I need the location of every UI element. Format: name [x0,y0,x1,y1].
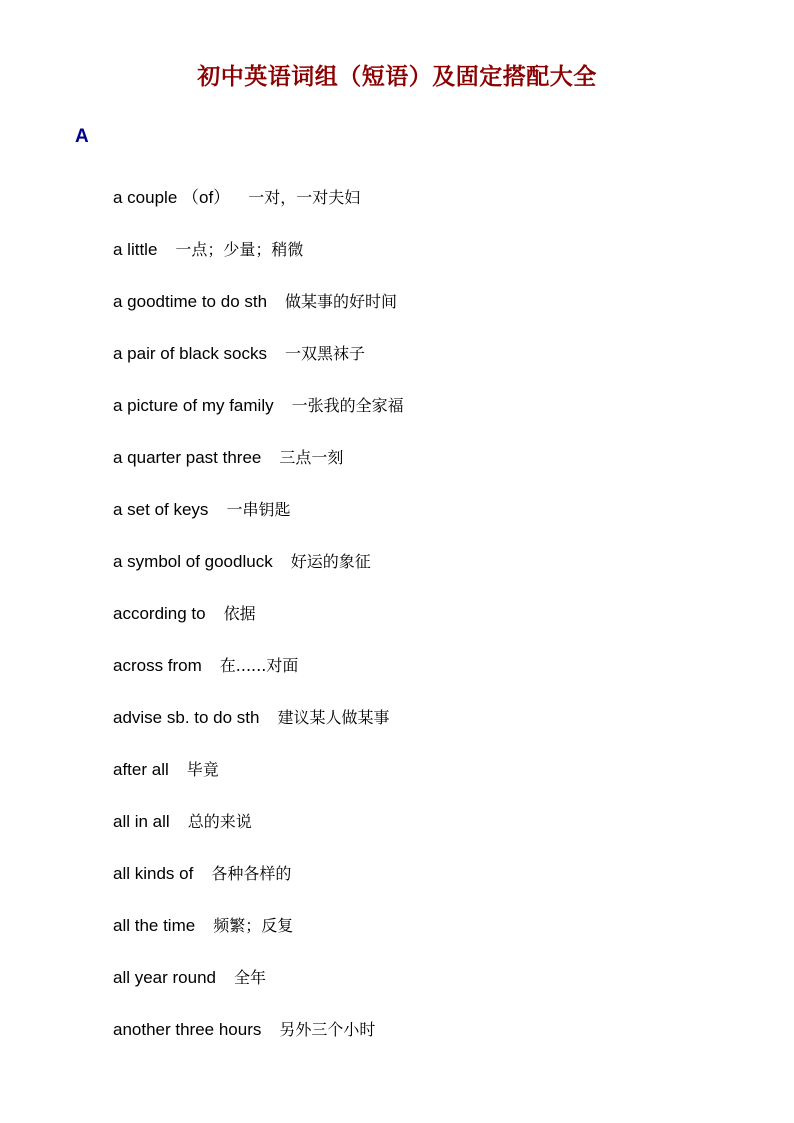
phrase-chinese: 一串钥匙 [226,500,291,519]
phrase-chinese: 好运的象征 [290,552,371,571]
phrase-chinese: 依据 [223,604,256,623]
phrase-entry [113,185,404,237]
phrase-chinese: 一对，一对夫妇 [248,188,361,207]
phrase-chinese: 做某事的好时间 [285,292,398,311]
phrase-entry [113,757,404,809]
phrase-chinese: 另外三个小时 [279,1020,376,1039]
phrase-english: a couple （of） [113,188,231,207]
phrase-english: advise sb. to do sth [113,708,260,727]
phrase-entry [113,549,404,601]
section-heading-a: A [75,126,89,147]
phrase-english: a goodtime to do sth [113,292,268,311]
phrase-chinese: 频繁；反复 [213,916,294,935]
phrase-entry [113,913,404,965]
phrase-entry [113,497,404,549]
phrase-chinese: 建议某人做某事 [277,708,390,727]
phrase-english: according to [113,604,206,623]
phrase-entry [113,705,404,757]
phrase-chinese: 一双黑袜子 [285,344,366,363]
phrase-entry [113,1017,404,1069]
phrase-english: a pair of black socks [113,344,268,363]
phrase-english: all kinds of [113,864,194,883]
phrase-entry [113,393,404,445]
phrase-entry [113,601,404,653]
phrase-entry [113,653,404,705]
phrase-english: after all [113,760,169,779]
phrase-chinese: 一张我的全家福 [291,396,404,415]
phrase-english: a quarter past three [113,448,262,467]
document-title: 初中英语词组（短语）及固定搭配大全 [197,63,597,90]
phrase-chinese: 在......对面 [219,656,299,675]
phrase-chinese: 毕竟 [186,760,219,779]
phrase-english: all year round [113,968,217,987]
phrase-chinese: 三点一刻 [279,448,344,467]
phrase-entry [113,861,404,913]
phrase-entry [113,809,404,861]
phrase-english: a picture of my family [113,396,274,415]
phrase-list [113,185,404,1069]
phrase-chinese: 全年 [234,968,267,987]
phrase-chinese: 一点；少量；稍微 [175,240,304,259]
phrase-english: a symbol of goodluck [113,552,273,571]
phrase-chinese: 各种各样的 [211,864,292,883]
phrase-english: across from [113,656,202,675]
phrase-entry [113,237,404,289]
phrase-chinese: 总的来说 [187,812,252,831]
phrase-entry [113,445,404,497]
phrase-entry [113,289,404,341]
phrase-entry [113,965,404,1017]
phrase-english: all the time [113,916,196,935]
phrase-english: a set of keys [113,500,209,519]
phrase-english: all in all [113,812,170,831]
phrase-english: another three hours [113,1020,262,1039]
phrase-entry [113,341,404,393]
phrase-english: a little [113,240,158,259]
